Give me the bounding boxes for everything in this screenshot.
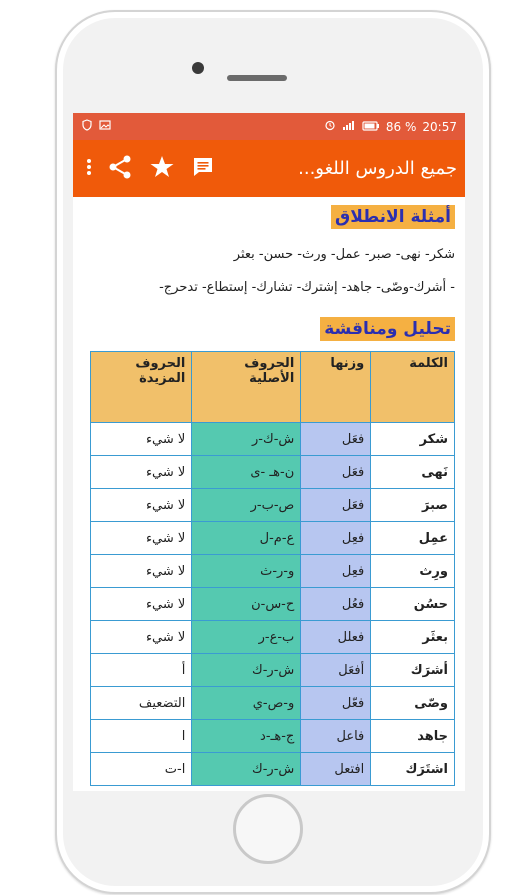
cell-word: شكر bbox=[371, 423, 455, 456]
analysis-table bbox=[90, 351, 455, 786]
front-camera bbox=[192, 62, 204, 74]
alarm-icon bbox=[324, 119, 336, 134]
cell-extra: ا bbox=[91, 720, 192, 753]
home-button[interactable] bbox=[233, 794, 303, 864]
star-icon[interactable] bbox=[149, 154, 175, 184]
cell-wazn: فعّل bbox=[301, 687, 371, 720]
table-row bbox=[91, 588, 455, 621]
table-row bbox=[91, 720, 455, 753]
cell-extra: لا شيء bbox=[91, 423, 192, 456]
cell-wazn: فعِل bbox=[301, 555, 371, 588]
cell-wazn: فعَل bbox=[301, 489, 371, 522]
table-header-row bbox=[91, 352, 455, 423]
header-wazn: وزنها bbox=[301, 352, 371, 423]
header-word: الكلمة bbox=[371, 352, 455, 423]
examples-line-1: شكر- نهى- صبر- عمل- ورث- حسن- بعثر bbox=[233, 247, 455, 262]
cell-word: عمِل bbox=[371, 522, 455, 555]
cell-extra: لا شيء bbox=[91, 489, 192, 522]
signal-icon bbox=[342, 119, 356, 134]
cell-word: وصّى bbox=[371, 687, 455, 720]
app-bar bbox=[73, 140, 465, 197]
cell-extra: لا شيء bbox=[91, 522, 192, 555]
earpiece-speaker bbox=[227, 75, 287, 81]
heading-analysis bbox=[83, 317, 455, 341]
cell-word: جاهد bbox=[371, 720, 455, 753]
cell-wazn: أفعَل bbox=[301, 654, 371, 687]
clock: 20:57 bbox=[422, 119, 457, 134]
cell-root: ش-ر-ك bbox=[192, 753, 301, 786]
cell-word: اشتَرَك bbox=[371, 753, 455, 786]
cell-word: نَهى bbox=[371, 456, 455, 489]
cell-word: حسُن bbox=[371, 588, 455, 621]
cell-wazn: فاعل bbox=[301, 720, 371, 753]
examples-line-2: - أشرك-وصّى- جاهد- إشترك- تشارك- إستطاع- تدحرج- bbox=[159, 280, 455, 295]
cell-wazn: فعَل bbox=[301, 456, 371, 489]
cell-extra: ا-ت bbox=[91, 753, 192, 786]
cell-extra: لا شيء bbox=[91, 456, 192, 489]
cell-root: ن-هـ -ى bbox=[192, 456, 301, 489]
cell-root: ش-ك-ر bbox=[192, 423, 301, 456]
table-row bbox=[91, 687, 455, 720]
chat-icon[interactable] bbox=[191, 155, 215, 183]
battery-percent: 86 % bbox=[385, 119, 417, 134]
table-row bbox=[91, 621, 455, 654]
cell-root: و-ص-ي bbox=[192, 687, 301, 720]
section-heading: تحليل ومناقشة bbox=[320, 317, 455, 341]
more-icon[interactable] bbox=[87, 158, 91, 180]
status-bar bbox=[73, 113, 465, 140]
cell-root: ب-ع-ر bbox=[192, 621, 301, 654]
cell-wazn: افتعل bbox=[301, 753, 371, 786]
shield-icon bbox=[81, 119, 93, 134]
share-icon[interactable] bbox=[107, 154, 133, 184]
cell-root: ش-ر-ك bbox=[192, 654, 301, 687]
cell-word: بعثَر bbox=[371, 621, 455, 654]
cell-root: و-ر-ث bbox=[192, 555, 301, 588]
header-root-letters: الحروف الأصلية bbox=[192, 352, 301, 423]
device-screen bbox=[73, 113, 465, 791]
cell-extra: التضعيف bbox=[91, 687, 192, 720]
status-right bbox=[324, 119, 457, 134]
cell-extra: لا شيء bbox=[91, 588, 192, 621]
app-title: جميع الدروس اللغو... bbox=[298, 158, 457, 179]
table-row bbox=[91, 456, 455, 489]
cell-root: ج-هـ-د bbox=[192, 720, 301, 753]
cell-extra: لا شيء bbox=[91, 621, 192, 654]
table-row bbox=[91, 423, 455, 456]
cell-extra: لا شيء bbox=[91, 555, 192, 588]
cell-wazn: فعلل bbox=[301, 621, 371, 654]
header-extra-letters: الحروف المزيدة bbox=[91, 352, 192, 423]
lesson-content bbox=[73, 197, 465, 786]
status-left bbox=[81, 119, 111, 134]
cell-wazn: فعَل bbox=[301, 423, 371, 456]
cell-wazn: فعِل bbox=[301, 522, 371, 555]
cell-word: صبرَ bbox=[371, 489, 455, 522]
table-row bbox=[91, 555, 455, 588]
battery-icon bbox=[362, 120, 380, 134]
image-icon bbox=[99, 119, 111, 134]
cell-root: ع-م-ل bbox=[192, 522, 301, 555]
cell-extra: أ bbox=[91, 654, 192, 687]
cell-root: ص-ب-ر bbox=[192, 489, 301, 522]
heading-examples bbox=[83, 205, 455, 229]
table-row bbox=[91, 489, 455, 522]
cell-word: ورِث bbox=[371, 555, 455, 588]
cell-root: ح-س-ن bbox=[192, 588, 301, 621]
cell-wazn: فعُل bbox=[301, 588, 371, 621]
table-row bbox=[91, 522, 455, 555]
table-row bbox=[91, 753, 455, 786]
appbar-actions bbox=[81, 154, 215, 184]
section-heading: أمثلة الانطلاق bbox=[331, 205, 455, 229]
cell-word: أشرَك bbox=[371, 654, 455, 687]
table-row bbox=[91, 654, 455, 687]
